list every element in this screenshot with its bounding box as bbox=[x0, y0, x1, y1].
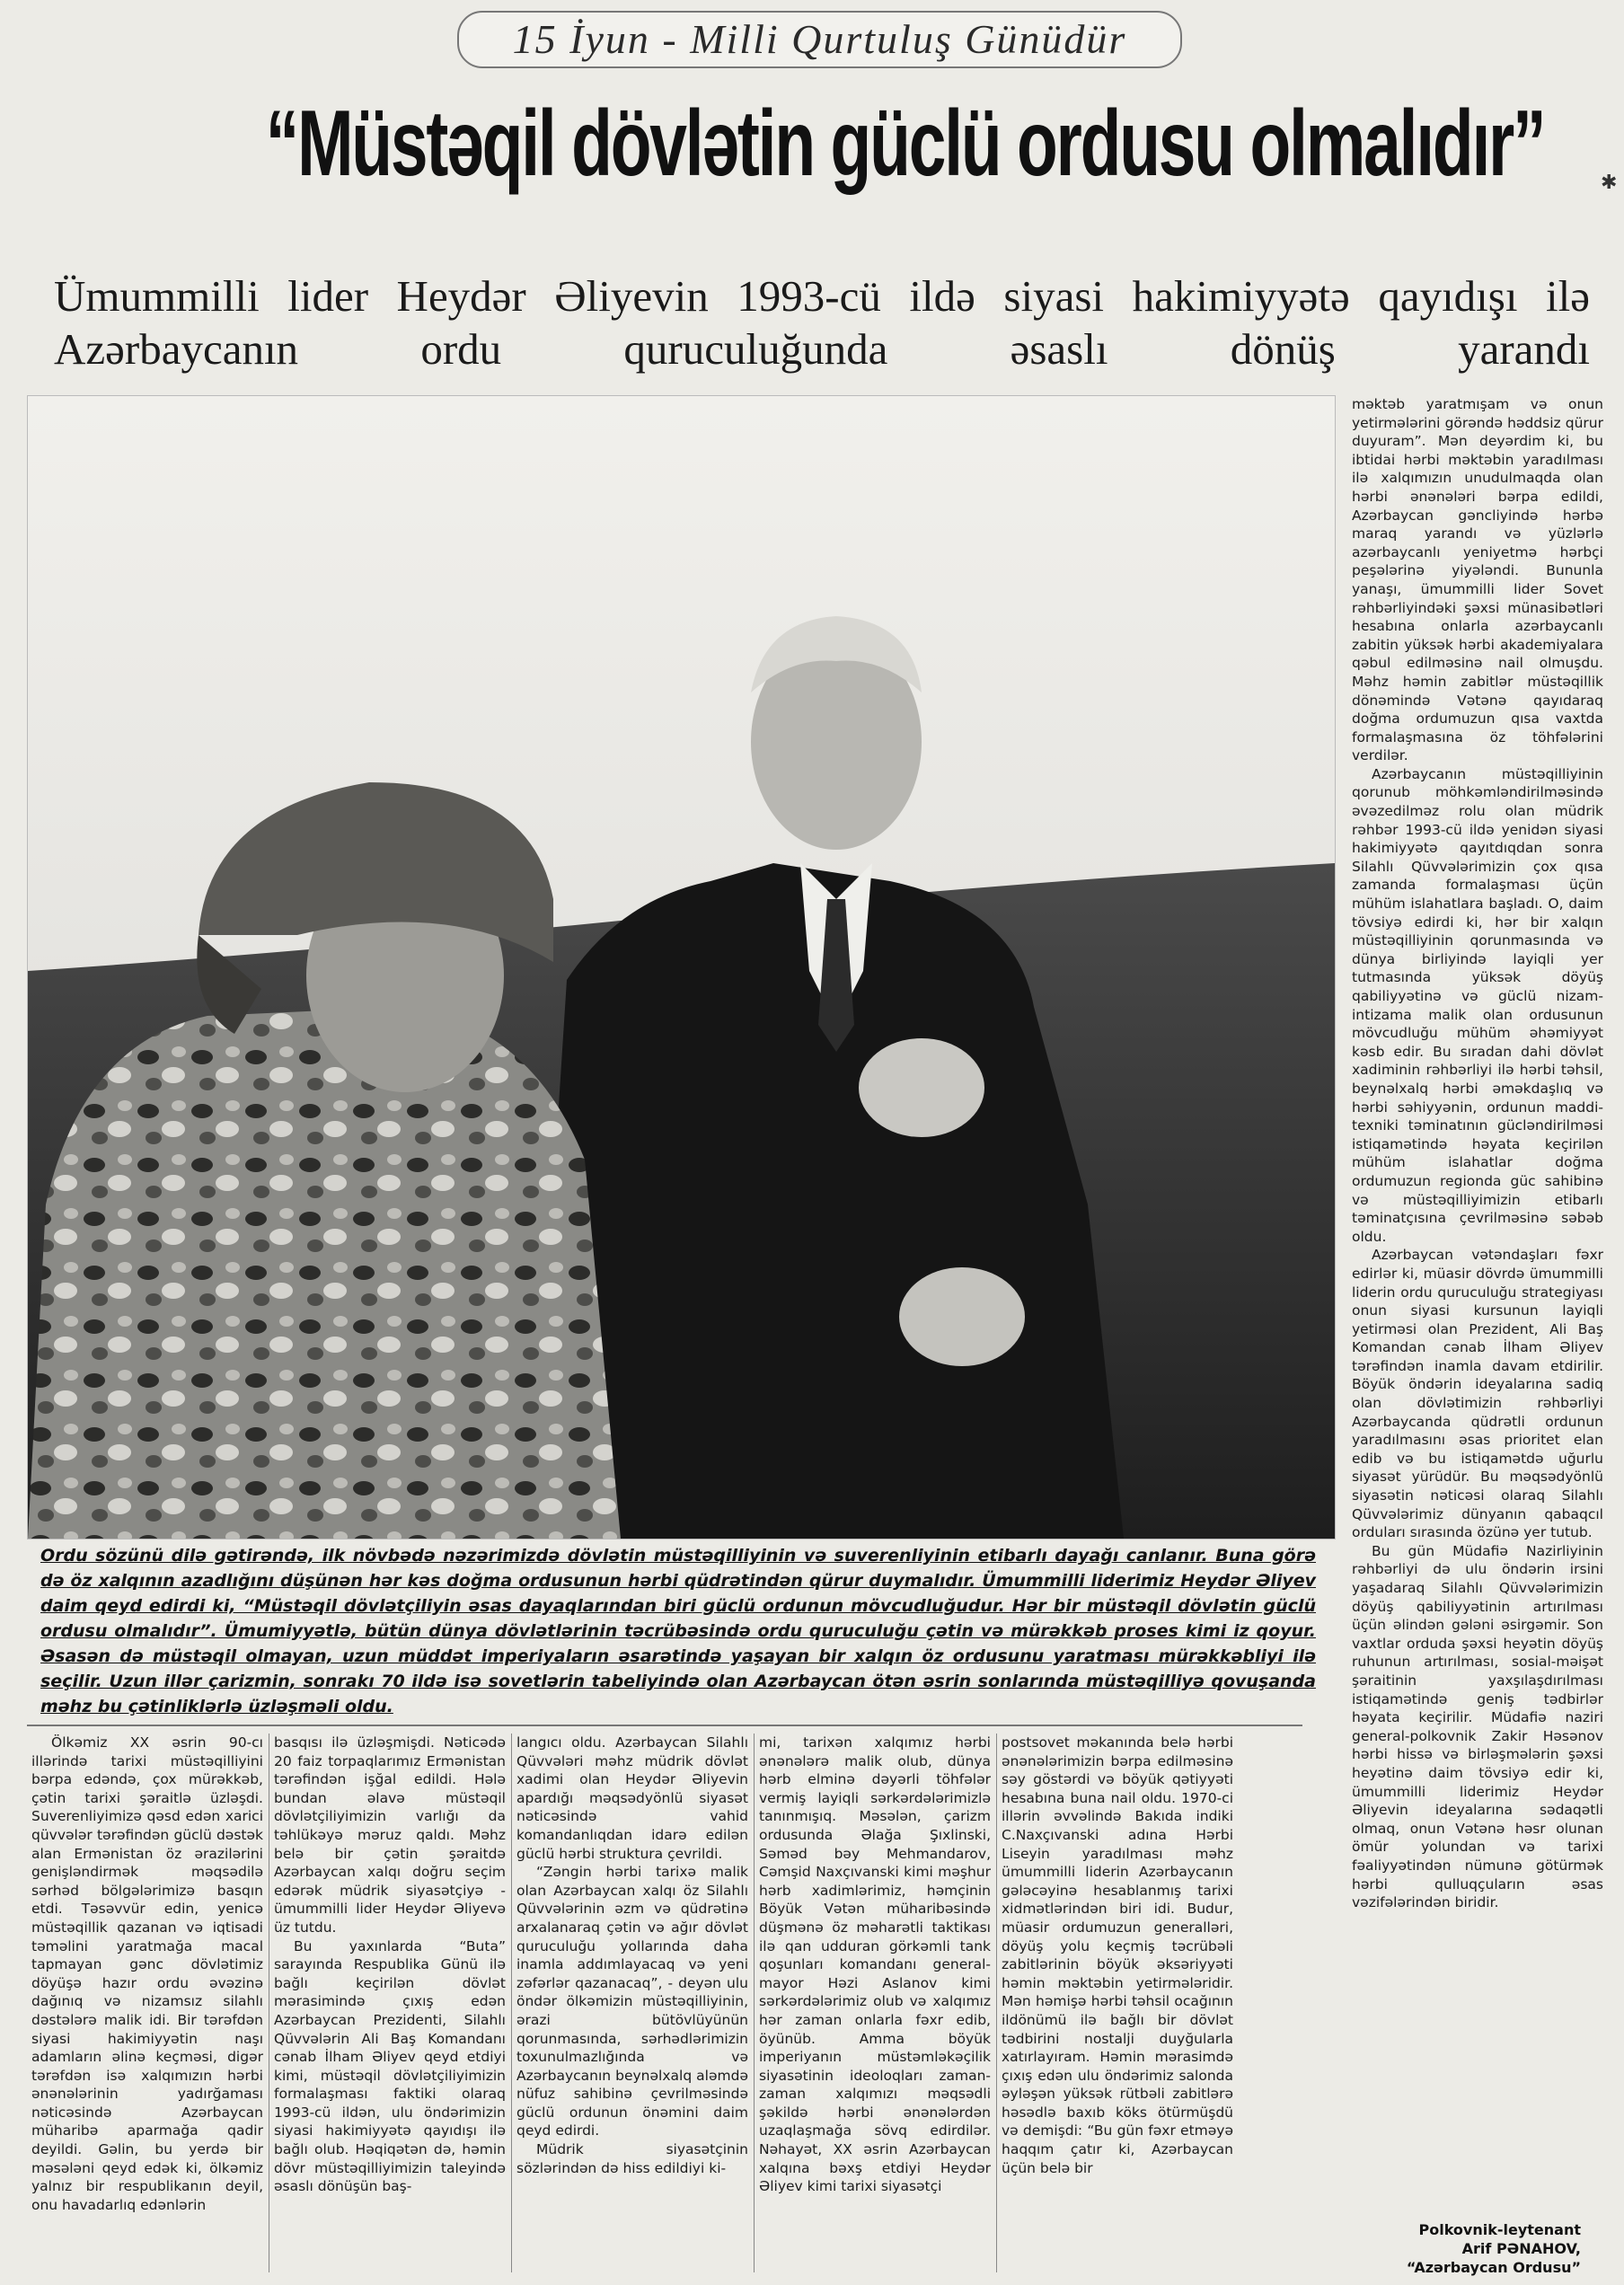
paragraph: Azərbaycan vətəndaşları fəxr edirlər ki, müasir dövrdə ümummilli liderin ordu quruculuğu strategiyası onun siyasi kursunun layiqli yetirməsi olan Prezident, Ali Baş Komandan cənab İlham Əliyev tərəfindən inamla davam etdirilir. Böyük öndərin ideyalarına sadiq olan dövlətimizin rəhbərliyi Azərbaycanda qüdrətli ordunun yaradılmasını əsas prioritet elan edib və bu istiqamətdə uğurlu siyasət yürüdür. Bu məqsədyönlü siyasətin nəticəsi olaraq Silahlı Qüvvələrimiz dünyanın qabaqcıl orduları sırasında özünə yer tutub. bbox=[1352, 1247, 1603, 1541]
column-right bbox=[1352, 395, 1603, 2219]
column-3 bbox=[516, 1734, 748, 2272]
paragraph: Müdrik siyasətçinin sözlərindən də hiss edildiyi ki- bbox=[516, 2141, 748, 2176]
column-2 bbox=[274, 1734, 506, 2272]
column-divider bbox=[996, 1734, 997, 2272]
paragraph: Bu yaxınlarda “Buta” sarayında Respublika Günü ilə bağlı keçirilən dövlət mərasimində çıxış edən Azərbaycan Prezidenti, Silahlı Qüvvələrin Ali Baş Komandanı cənab İlham Əliyev qeyd etdiyi kimi, müstəqil dövlətçiliyimizin formalaşması faktiki olaraq 1993-cü ildən, ulu öndərimizin siyasi hakimiyyətə qayıdışı ilə bağlı olub. Həqiqətən də, həmin dövr müstəqilliyimizin taleyində əsaslı dönüşün baş- bbox=[274, 1937, 506, 2195]
paragraph: langıcı oldu. Azərbaycan Silahlı Qüvvələri məhz müdrik dövlət xadimi olan Heydər Əliyevin apardığı məqsədyönlü siyasət nəticəsində vahid komandanlıqdan idarə edilən güclü hərbi struktura çevrildi. bbox=[516, 1734, 748, 1862]
divider bbox=[27, 1725, 1302, 1726]
headline: “Müstəqil dövlətin güclü ordusu olmalıdır” bbox=[265, 92, 1545, 196]
lead-paragraph: Ordu sözünü dilə gətirəndə, ilk növbədə nəzərimizdə dövlətin müstəqilliyinin və suverenliyinin etibarlı dayağı canlanır. Buna görə də öz xalqının azadlığını düşünən hər kəs doğma ordusunun hərbi qüdrətindən qürur duymalıdır. Ümummilli liderimiz Heydər Əliyev daim qeyd edirdi ki, “Müstəqil dövlətçiliyin əsas dayaqlarından biri güclü ordunun mövcudluğudur. Hər bir müstəqil dövlətin güclü ordusu olmalıdır”. Ümumiyyətlə, bütün dünya dövlətlərinin təcrübəsində ordu quruculuğu çətin və mürəkkəb proses kimi iz qoyur. Əsasən də müstəqil olmayan, uzun müddət imperiyaların əsarətində yaşayan bir xalqın öz ordusunu yaratması mürəkkəbliyi ilə seçilir. Uzun illər çarizmin, sonrakı 70 ildə isə sovetlərin tabeliyində olan Azərbaycan ötən əsrin sonlarında müstəqilliyə qovuşanda məhz bu çətinliklərlə üzləşməli oldu. bbox=[40, 1546, 1316, 1716]
column-divider bbox=[511, 1734, 512, 2272]
paragraph: basqısı ilə üzləşmişdi. Nəticədə 20 faiz torpaqlarımız Ermənistan tərəfindən işğal edildi. Hələ bundan əlavə müstəqil dövlətçiliyimizin varlığı da təhlükəyə məruz qaldı. Məhz belə bir çətin şəraitdə Azərbaycan xalqı doğru seçim edərək müdrik siyasətçiyə - ümummilli lider Heydər Əliyevə üz tutdu. bbox=[274, 1734, 506, 1936]
author-signature bbox=[1338, 2220, 1581, 2277]
rubric-banner bbox=[49, 11, 1590, 68]
column-divider bbox=[754, 1734, 755, 2272]
star-mark-icon: ✱ bbox=[1601, 171, 1618, 193]
paragraph: “Zəngin hərbi tarixə malik olan Azərbaycan xalqı öz Silahlı Qüvvələrinin əzm və qüdrətinə arxalanaraq çətin və ağır dövlət quruculuğu yollarında daha inamla addımlayacaq və yeni zəfərlər qazanacaq”, - deyən ulu öndər ölkəmizin müstəqilliyinin, ərazi bütövlüyünün qorunmasında, sərhədlərimizin toxunulmazlığında və Azərbaycanın beynəlxalq aləmdə nüfuz sahibinə çevrilməsində güclü ordunun önəmini daim qeyd edirdi. bbox=[516, 1864, 748, 2139]
paragraph: Bu gün Müdafiə Nazirliyinin rəhbərliyi də ulu öndərin irsini yaşadaraq Silahlı Qüvvələrimizin döyüş qabiliyyətinin artırılması üçün əlindən gələni əsirgəmir. Son vaxtlar orduda şəxsi heyətin döyüş ruhunun artırılması, sosial-məişət şəraitinin yaxşılaşdırılması istiqamətində geniş tədbirlər həyata keçirilir. Müdafiə naziri general-polkovnik Zakir Həsənov hərbi hissə və birləşmələrin şəxsi heyətinə daim tövsiyə edir ki, ümummilli liderimiz Heydər Əliyevin ideyalarına sədaqətli olmaq, onun Vətənə həsr olunan ömür yolundan və tarixi fəaliyyətindən nümunə götürmək hərbi qulluqçuların əsas vəzifələrindən biridir. bbox=[1352, 1542, 1603, 1911]
paragraph: postsovet məkanında belə hərbi ənənələrimizin bərpa edilməsinə səy göstərdi və böyük qətiyyəti hesabına buna nail oldu. 1970-ci illərin əvvəlində Bakıda indiki C.Naxçıvanski adına Hərbi Liseyin yaradılması məhz ümummilli liderin Azərbaycanın gələcəyinə hesablanmış tarixi xidmətlərindən biri idi. Budur, müasir ordumuzun generalləri, döyüş yolu keçmiş təcrübəli zabitlərinin böyük əksəriyyəti həmin məktəbin yetirmələridir. Mən həmişə hərbi təhsil ocağının ildönümü ilə bağlı bir dövlət tədbirini nostalji duyğularla xatırlayıram. Həmin mərasimdə çıxış edən ulu öndərimiz salonda əyləşən yüksək rütbəli zabitlərə həsədlə baxıb köks ötürmüşdü və demişdi: “Bu gün fəxr etməyə haqqım çatır ki, Azərbaycan üçün belə bir bbox=[1002, 1734, 1233, 2176]
paragraph: mi, tarixən xalqımız hərbi ənənələrə malik olub, dünya hərb elminə dəyərli töhfələr vermiş layiqli sərkərdələrimizlə tanınmışıq. Məsələn, çarizm ordusunda Əlağa Şıxlinski, Səməd bəy Mehmandarov, Cəmşid Naxçıvanski kimi məşhur hərb xadimlərimiz, həmçinin Böyük Vətən müharibəsində düşmənə öz məharətli taktikası ilə qan udduran görkəmli tank qoşunları komandanı general-mayor Həzi Aslanov kimi sərkərdələrimiz olub və xalqımız hər zaman onlarla fəxr edib, öyünüb. Amma böyük imperiyanın müstəmləkəçilik siyasətinin ideoloqları zaman-zaman xalqımızı məqsədli şəkildə hərbi ənənələrdən uzaqlaşmağa sövq edirdilər. Nəhayət, XX əsrin Azərbaycan xalqına bəxş etdiyi Heydər Əliyev kimi tarixi siyasətçi bbox=[759, 1734, 991, 2195]
paragraph: Ölkəmiz XX əsrin 90-cı illərində tarixi müstəqilliyini bərpa edəndə, çox mürəkkəb, çətin tarixi şəraitlə üzləşdi. Suverenliyimizə qəsd edən xarici qüvvələr tərəfindən güclü dəstək alan Ermənistan öz ərazilərini genişləndirmək məqsədilə sərhəd bölgələrimizə basqın etdi. Təsəvvür edin, yenicə müstəqillik qazanan və iqtisadi təməlini yaratmağa macal tapmayan gənc dövlətimiz döyüşə hazır ordu əvəzinə dağınıq və nizamsız silahlı dəstələrə malik idi. Bir tərəfdən siyasi hakimiyyətin naşı adamların əlinə keçməsi, digər tərəfdən isə xalqımızın hərbi ənənələrinin yadırğaması nəticəsində Azərbaycan müharibə aparmağa qadir deyildi. Gəlin, bu yerdə bir məsələni qeyd edək ki, ölkəmiz yalnız bir respublikanın deyil, onu havadarlıq edənlərin bbox=[31, 1734, 263, 2213]
author-name: Arif PƏNAHOV, bbox=[1461, 2240, 1581, 2257]
paragraph: məktəb yaratmışam və onun yetirmələrini görəndə həddsiz qürur duyuram”. Mən deyərdim ki, bu ibtidai hərbi məktəbin yaradılması ilə xalqımızın unudulmaqda olan hərbi ənənələri bərpa edildi, Azərbaycan gəncliyində hərbə maraq yarandı və yüzlərlə azərbaycanlı yeniyetmə hərbçi peşələrinə yiyələndi. Bununla yanaşı, ümummilli lider Sovet rəhbərliyindəki şəxsi münasibətləri hesabına onlarla azərbaycanlı zabitin yüksək hərbi akademiyalara qəbul edilməsinə nail olmuşdu. Məhz həmin zabitlər müstəqillik dönəmində Vətənə qayıdaraq doğma ordumuzun qısa vaxtda formalaşmasına öz töhfələrini verdilər. bbox=[1352, 396, 1603, 764]
photo bbox=[27, 395, 1336, 1540]
photo-illustration bbox=[28, 396, 1335, 1539]
column-5 bbox=[1002, 1734, 1233, 2272]
column-4 bbox=[759, 1734, 991, 2272]
subheadline: Ümummilli lider Heydər Əliyevin 1993-cü ildə siyasi hakimiyyətə qayıdışı ilə Azərbaycanın ordu quruculuğunda əsaslı dönüş yarandı bbox=[54, 271, 1590, 374]
author-rank: Polkovnik-leytenant bbox=[1418, 2221, 1581, 2238]
source-publication: “Azərbaycan Ordusu” bbox=[1406, 2259, 1581, 2276]
column-1 bbox=[31, 1734, 263, 2272]
paragraph: Azərbaycanın müstəqilliyinin qorunub möhkəmləndirilməsində əvəzedilməz rolu olan müdrik rəhbər 1993-cü ildə yenidən siyasi hakimiyyətə qayıtdıqdan sonra Silahlı Qüvvələrimizin çox qısa zamanda formalaşması üçün mühüm islahatlara başladı. O, daim tövsiyə edirdi ki, hər bir xalqın müstəqilliyinin qorunmasında və dünya birliyində layiqli yer tutmasında yüksək döyüş qabiliyyətinə və güclü nizam-intizama malik olan ordusunun mövcudluğu mühüm əhəmiyyət kəsb edir. Bu sıradan dahi dövlət xadiminin rəhbərliyi ilə hərbi təhsil, beynəlxalq hərbi əməkdaşlıq və hərbi səhiyyənin, ordunun maddi-texniki təminatının gücləndirilməsi istiqamətində həyata keçirilən mühüm islahatlar doğma ordumuzun regionda güc sahibinə və müstəqilliyimizin etibarlı təminatçısına çevrilməsinə səbəb oldu. bbox=[1352, 765, 1603, 1245]
rubric-text: 15 İyun - Milli Qurtuluş Günüdür bbox=[457, 11, 1183, 68]
